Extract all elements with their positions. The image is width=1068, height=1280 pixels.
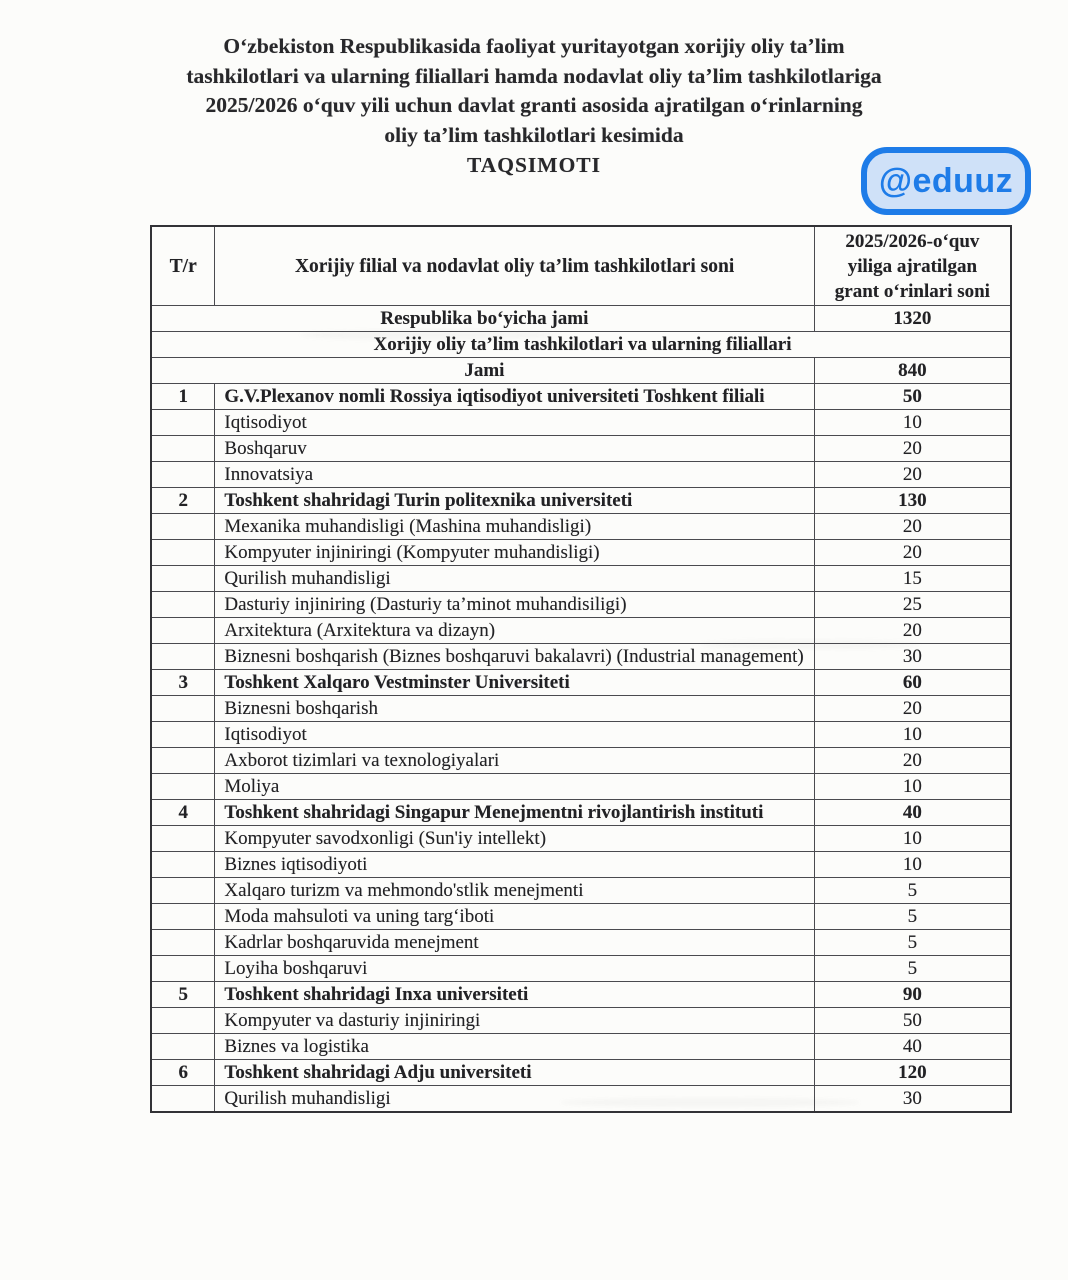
row-value-cell: 20: [814, 696, 1011, 722]
row-number-cell: [151, 410, 215, 436]
table-row-program: [151, 644, 1011, 670]
summary-label-cell: Respublika bo‘yicha jami: [151, 306, 814, 332]
row-value-cell: 50: [814, 384, 1011, 410]
row-label-cell: Mexanika muhandisligi (Mashina muhandisligi): [215, 514, 814, 540]
row-number-cell: 5: [151, 982, 215, 1008]
table-row-program: [151, 462, 1011, 488]
table-row-university: [151, 670, 1011, 696]
row-number-cell: [151, 774, 215, 800]
row-number-cell: [151, 722, 215, 748]
row-value-cell: 20: [814, 514, 1011, 540]
row-label-cell: Biznesni boshqarish: [215, 696, 814, 722]
row-label-cell: Xalqaro turizm va mehmondo'stlik menejmenti: [215, 878, 814, 904]
header-cell-tr: T/r: [151, 226, 215, 306]
row-label-cell: Qurilish muhandisligi: [215, 1086, 814, 1113]
row-label-cell: Kadrlar boshqaruvida menejment: [215, 930, 814, 956]
row-value-cell: 120: [814, 1060, 1011, 1086]
table-row-program: [151, 852, 1011, 878]
row-label-cell: Moda mahsuloti va uning targ‘iboti: [215, 904, 814, 930]
summary-value-cell: 840: [814, 358, 1011, 384]
row-value-cell: 5: [814, 904, 1011, 930]
table-row-program: [151, 514, 1011, 540]
row-value-cell: 15: [814, 566, 1011, 592]
table-row-program: [151, 1034, 1011, 1060]
table-row-program: [151, 904, 1011, 930]
section-row-cell: Xorijiy oliy ta’lim tashkilotlari va ularning filiallari: [151, 332, 1011, 358]
table-row-program: [151, 540, 1011, 566]
row-value-cell: 50: [814, 1008, 1011, 1034]
row-number-cell: [151, 956, 215, 982]
row-label-cell: Moliya: [215, 774, 814, 800]
row-label-cell: Qurilish muhandisligi: [215, 566, 814, 592]
row-value-cell: 10: [814, 722, 1011, 748]
row-value-cell: 5: [814, 956, 1011, 982]
row-label-cell: Arxitektura (Arxitektura va dizayn): [215, 618, 814, 644]
row-number-cell: [151, 1086, 215, 1113]
table-row-program: [151, 774, 1011, 800]
table-row-program: [151, 436, 1011, 462]
row-value-cell: 5: [814, 930, 1011, 956]
row-value-cell: 90: [814, 982, 1011, 1008]
table-row-university: [151, 384, 1011, 410]
row-number-cell: [151, 592, 215, 618]
row-label-cell: Biznesni boshqarish (Biznes boshqaruvi bakalavri) (Industrial management): [215, 644, 814, 670]
row-value-cell: 40: [814, 1034, 1011, 1060]
row-number-cell: [151, 566, 215, 592]
row-number-cell: [151, 1008, 215, 1034]
row-number-cell: [151, 826, 215, 852]
row-number-cell: [151, 878, 215, 904]
row-label-cell: Boshqaruv: [215, 436, 814, 462]
row-label-cell: Toshkent Xalqaro Vestminster Universiteti: [215, 670, 814, 696]
row-number-cell: [151, 514, 215, 540]
title-line-2: tashkilotlari va ularning filiallari hamda nodavlat oliy ta’lim tashkilotlariga: [186, 63, 882, 88]
table-row-program: [151, 410, 1011, 436]
table-header: [151, 226, 1011, 306]
table-row-program: [151, 826, 1011, 852]
row-number-cell: [151, 904, 215, 930]
row-label-cell: Iqtisodiyot: [215, 722, 814, 748]
row-number-cell: 2: [151, 488, 215, 514]
table-row-section: [151, 332, 1011, 358]
row-value-cell: 20: [814, 540, 1011, 566]
row-label-cell: Toshkent shahridagi Inxa universiteti: [215, 982, 814, 1008]
row-number-cell: [151, 748, 215, 774]
table-row-summary: [151, 358, 1011, 384]
row-number-cell: 4: [151, 800, 215, 826]
row-value-cell: 10: [814, 774, 1011, 800]
row-label-cell: Biznes va logistika: [215, 1034, 814, 1060]
row-number-cell: 1: [151, 384, 215, 410]
row-value-cell: 30: [814, 1086, 1011, 1113]
row-number-cell: 6: [151, 1060, 215, 1086]
row-value-cell: 130: [814, 488, 1011, 514]
table-row-university: [151, 800, 1011, 826]
title-line-5: TAQSIMOTI: [466, 153, 602, 177]
table-row-program: [151, 930, 1011, 956]
row-number-cell: 3: [151, 670, 215, 696]
title-line-4: oliy ta’lim tashkilotlari kesimida: [384, 122, 684, 147]
title-line-3: 2025/2026 o‘quv yili uchun davlat granti asosida ajratilgan o‘rinlarning: [205, 93, 863, 117]
table-row-university: [151, 982, 1011, 1008]
table-row-university: [151, 1060, 1011, 1086]
row-label-cell: Axborot tizimlari va texnologiyalari: [215, 748, 814, 774]
row-value-cell: 10: [814, 852, 1011, 878]
table-row-program: [151, 956, 1011, 982]
table-body: [151, 306, 1011, 1113]
row-value-cell: 20: [814, 462, 1011, 488]
table-row-program: [151, 722, 1011, 748]
title-line-1: O‘zbekiston Respublikasida faoliyat yuritayotgan xorijiy oliy ta’lim: [223, 34, 845, 58]
table-row-program: [151, 878, 1011, 904]
row-value-cell: 25: [814, 592, 1011, 618]
row-number-cell: [151, 696, 215, 722]
table-row-program: [151, 696, 1011, 722]
row-label-cell: Toshkent shahridagi Singapur Menejmentni rivojlantirish instituti: [215, 800, 814, 826]
row-label-cell: G.V.Plexanov nomli Rossiya iqtisodiyot universiteti Toshkent filiali: [215, 384, 814, 410]
row-number-cell: [151, 930, 215, 956]
table-row-program: [151, 748, 1011, 774]
row-value-cell: 60: [814, 670, 1011, 696]
row-label-cell: Kompyuter injiniringi (Kompyuter muhandisligi): [215, 540, 814, 566]
header-cell-grants: 2025/2026-o‘quv yiliga ajratilgan grant o‘rinlari soni: [814, 226, 1011, 306]
table-row-program: [151, 592, 1011, 618]
row-label-cell: Dasturiy injiniring (Dasturiy ta’minot muhandisiligi): [215, 592, 814, 618]
table-row-university: [151, 488, 1011, 514]
row-number-cell: [151, 1034, 215, 1060]
row-number-cell: [151, 644, 215, 670]
row-label-cell: Biznes iqtisodiyoti: [215, 852, 814, 878]
row-number-cell: [151, 852, 215, 878]
row-number-cell: [151, 462, 215, 488]
table-row-program: [151, 566, 1011, 592]
row-label-cell: Iqtisodiyot: [215, 410, 814, 436]
row-label-cell: Toshkent shahridagi Turin politexnika universiteti: [215, 488, 814, 514]
eduuz-watermark-label: @eduuz: [878, 161, 1014, 200]
summary-label-cell: Jami: [151, 358, 814, 384]
row-value-cell: 40: [814, 800, 1011, 826]
row-value-cell: 10: [814, 410, 1011, 436]
row-value-cell: 30: [814, 644, 1011, 670]
header-row: [151, 226, 1011, 306]
table-row-program: [151, 1086, 1011, 1113]
row-value-cell: 20: [814, 436, 1011, 462]
row-number-cell: [151, 436, 215, 462]
grants-table: [150, 225, 1012, 1113]
row-label-cell: Kompyuter va dasturiy injiniringi: [215, 1008, 814, 1034]
table-row-summary: [151, 306, 1011, 332]
row-label-cell: Loyiha boshqaruvi: [215, 956, 814, 982]
table-row-program: [151, 618, 1011, 644]
eduuz-watermark-badge: [861, 147, 1031, 215]
row-number-cell: [151, 618, 215, 644]
row-value-cell: 10: [814, 826, 1011, 852]
row-label-cell: Innovatsiya: [215, 462, 814, 488]
row-number-cell: [151, 540, 215, 566]
row-label-cell: Kompyuter savodxonligi (Sun'iy intellekt): [215, 826, 814, 852]
row-value-cell: 20: [814, 748, 1011, 774]
header-cell-name: Xorijiy filial va nodavlat oliy ta’lim tashkilotlari soni: [215, 226, 814, 306]
row-value-cell: 20: [814, 618, 1011, 644]
summary-value-cell: 1320: [814, 306, 1011, 332]
row-value-cell: 5: [814, 878, 1011, 904]
table-row-program: [151, 1008, 1011, 1034]
row-label-cell: Toshkent shahridagi Adju universiteti: [215, 1060, 814, 1086]
